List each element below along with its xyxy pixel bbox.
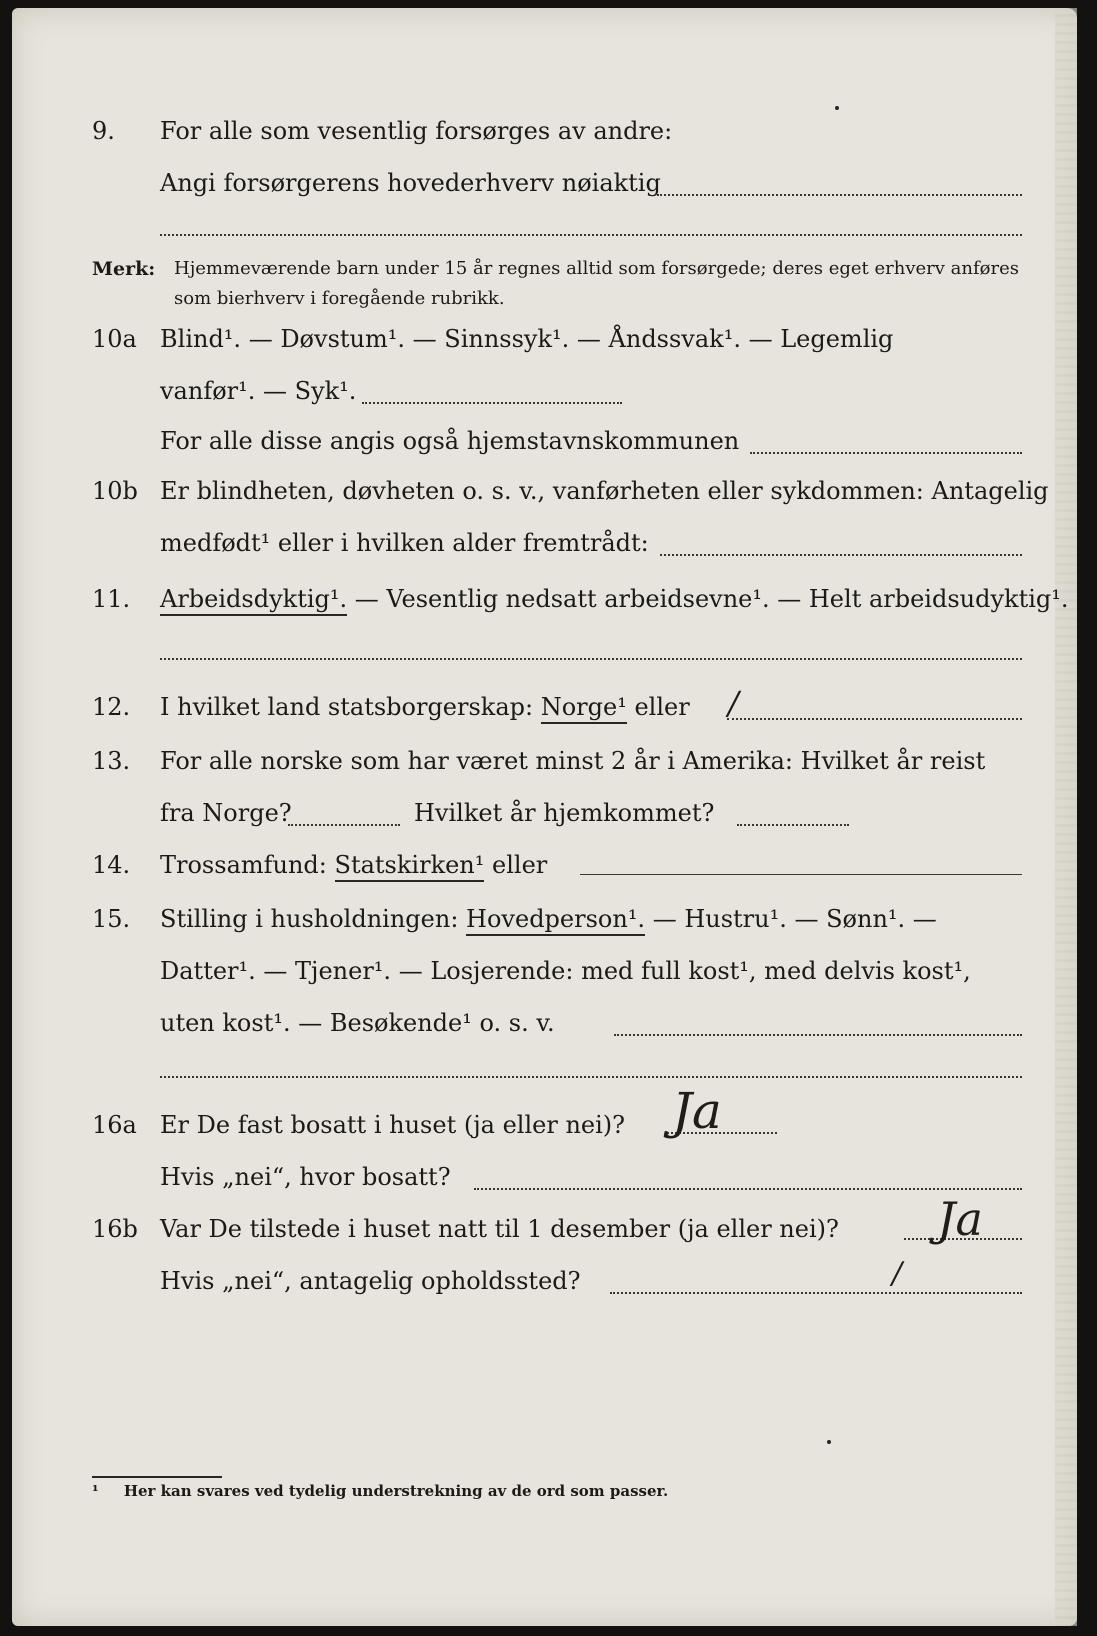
q10b-answer-line[interactable]: [660, 554, 1022, 556]
q16b-handwritten-answer: Ja: [937, 1192, 983, 1246]
q10b-question: Er blindheten, døvheten o. s. v., vanførheten eller sykdommen: Antagelig: [160, 477, 1049, 505]
q10a-hometown-question: For alle disse angis også hjemstavnskommunen: [160, 427, 740, 455]
q10a-answer-line[interactable]: [362, 402, 622, 404]
q16a-question: Er De fast bosatt i huset (ja eller nei)?: [160, 1111, 626, 1139]
q14-number: 14.: [92, 851, 131, 879]
q9-answer-line-2[interactable]: [160, 234, 1022, 236]
q15-rest: — Hustru¹. — Sønn¹. —: [645, 905, 937, 933]
q15-options-3: uten kost¹. — Besøkende¹ o. s. v.: [160, 1009, 555, 1037]
q9-number: 9.: [92, 117, 115, 145]
q15-underlined-option[interactable]: Hovedperson¹.: [466, 905, 645, 936]
q11-number: 11.: [92, 585, 131, 613]
q10a-options-2: vanfør¹. — Syk¹.: [160, 377, 357, 405]
q11-rest: — Vesentlig nedsatt arbeidsevne¹. — Helt arbeidsudyktig¹.: [347, 585, 1069, 613]
q12-underlined-option[interactable]: Norge¹: [541, 693, 627, 724]
q16b-handwritten-dash: /: [892, 1256, 903, 1291]
q10a-hometown-line[interactable]: [750, 452, 1022, 454]
q10a-number: 10a: [92, 325, 137, 353]
census-form-page: [12, 8, 1077, 1626]
q16a-number: 16a: [92, 1111, 137, 1139]
merk-label: Merk:: [92, 258, 156, 280]
q11-underlined-option[interactable]: Arbeidsdyktig¹.: [160, 585, 347, 616]
q13-right-question: Hvilket år hjemkommet?: [414, 799, 715, 827]
q15-lead: Stilling i husholdningen:: [160, 905, 467, 933]
q14-answer-line[interactable]: [580, 874, 1022, 875]
footnote-mark: ¹: [92, 1482, 99, 1500]
q16a-handwritten-answer: Ja: [672, 1082, 722, 1140]
q12-handwritten-dash: /: [728, 684, 739, 722]
q12-question: [160, 692, 690, 722]
merk-note: [12, 254, 1077, 314]
q15-answer-line-2[interactable]: [160, 1076, 1022, 1078]
q15-answer-line[interactable]: [614, 1034, 1022, 1036]
q13-left-question: fra Norge?: [160, 799, 292, 827]
q13-question: For alle norske som har været minst 2 år i Amerika: Hvilket år reist: [160, 747, 986, 775]
torn-edge: [1055, 8, 1077, 1626]
q15-options-2: Datter¹. — Tjener¹. — Losjerende: med full kost¹, med delvis kost¹,: [160, 957, 971, 985]
footnote-rule: [92, 1476, 222, 1478]
q16a-answer-line-2[interactable]: [474, 1188, 1022, 1190]
footnote-text: Her kan svares ved tydelig understrekning av de ord som passer.: [123, 1482, 669, 1500]
q10a-options: Blind¹. — Døvstum¹. — Sinnssyk¹. — Åndssvak¹. — Legemlig: [160, 325, 894, 353]
q14-lead: Trossamfund:: [160, 851, 335, 879]
q13-right-answer-line[interactable]: [737, 824, 849, 826]
q12-answer-line[interactable]: [727, 718, 1022, 720]
q14-question: [160, 850, 547, 880]
q16b-question-2: Hvis „nei“, antagelig opholdssted?: [160, 1267, 581, 1295]
q16b-number: 16b: [92, 1215, 138, 1243]
q11-options: [160, 584, 1069, 614]
ink-speck: [835, 106, 839, 110]
q13-left-answer-line[interactable]: [288, 824, 400, 826]
q15-number: 15.: [92, 905, 131, 933]
q9-question: For alle som vesentlig forsørges av andre:: [160, 117, 673, 145]
q13-number: 13.: [92, 747, 131, 775]
q10b-number: 10b: [92, 477, 138, 505]
q16b-question: Var De tilstede i huset natt til 1 desember (ja eller nei)?: [160, 1215, 839, 1243]
q12-lead: I hvilket land statsborgerskap:: [160, 693, 541, 721]
q10b-question-2: medfødt¹ eller i hvilken alder fremtrådt:: [160, 529, 649, 557]
q9-answer-line[interactable]: [657, 194, 1022, 196]
merk-text: Hjemmeværende barn under 15 år regnes alltid som forsørgede; deres eget erhverv anføres som bierhverv i foregående rubrikk.: [174, 258, 1019, 309]
q16a-question-2: Hvis „nei“, hvor bosatt?: [160, 1163, 451, 1191]
q11-answer-line[interactable]: [160, 658, 1022, 660]
q12-tail: eller: [626, 693, 690, 721]
q14-underlined-option[interactable]: Statskirken¹: [335, 851, 485, 882]
q16b-answer-line-2[interactable]: [610, 1292, 1022, 1294]
q14-tail: eller: [484, 851, 548, 879]
footnote: [92, 1482, 668, 1500]
q9-question-2: Angi forsørgerens hovederhverv nøiaktig: [160, 169, 661, 197]
ink-speck: [827, 1440, 831, 1444]
q15-question: [160, 904, 937, 934]
q12-number: 12.: [92, 693, 131, 721]
